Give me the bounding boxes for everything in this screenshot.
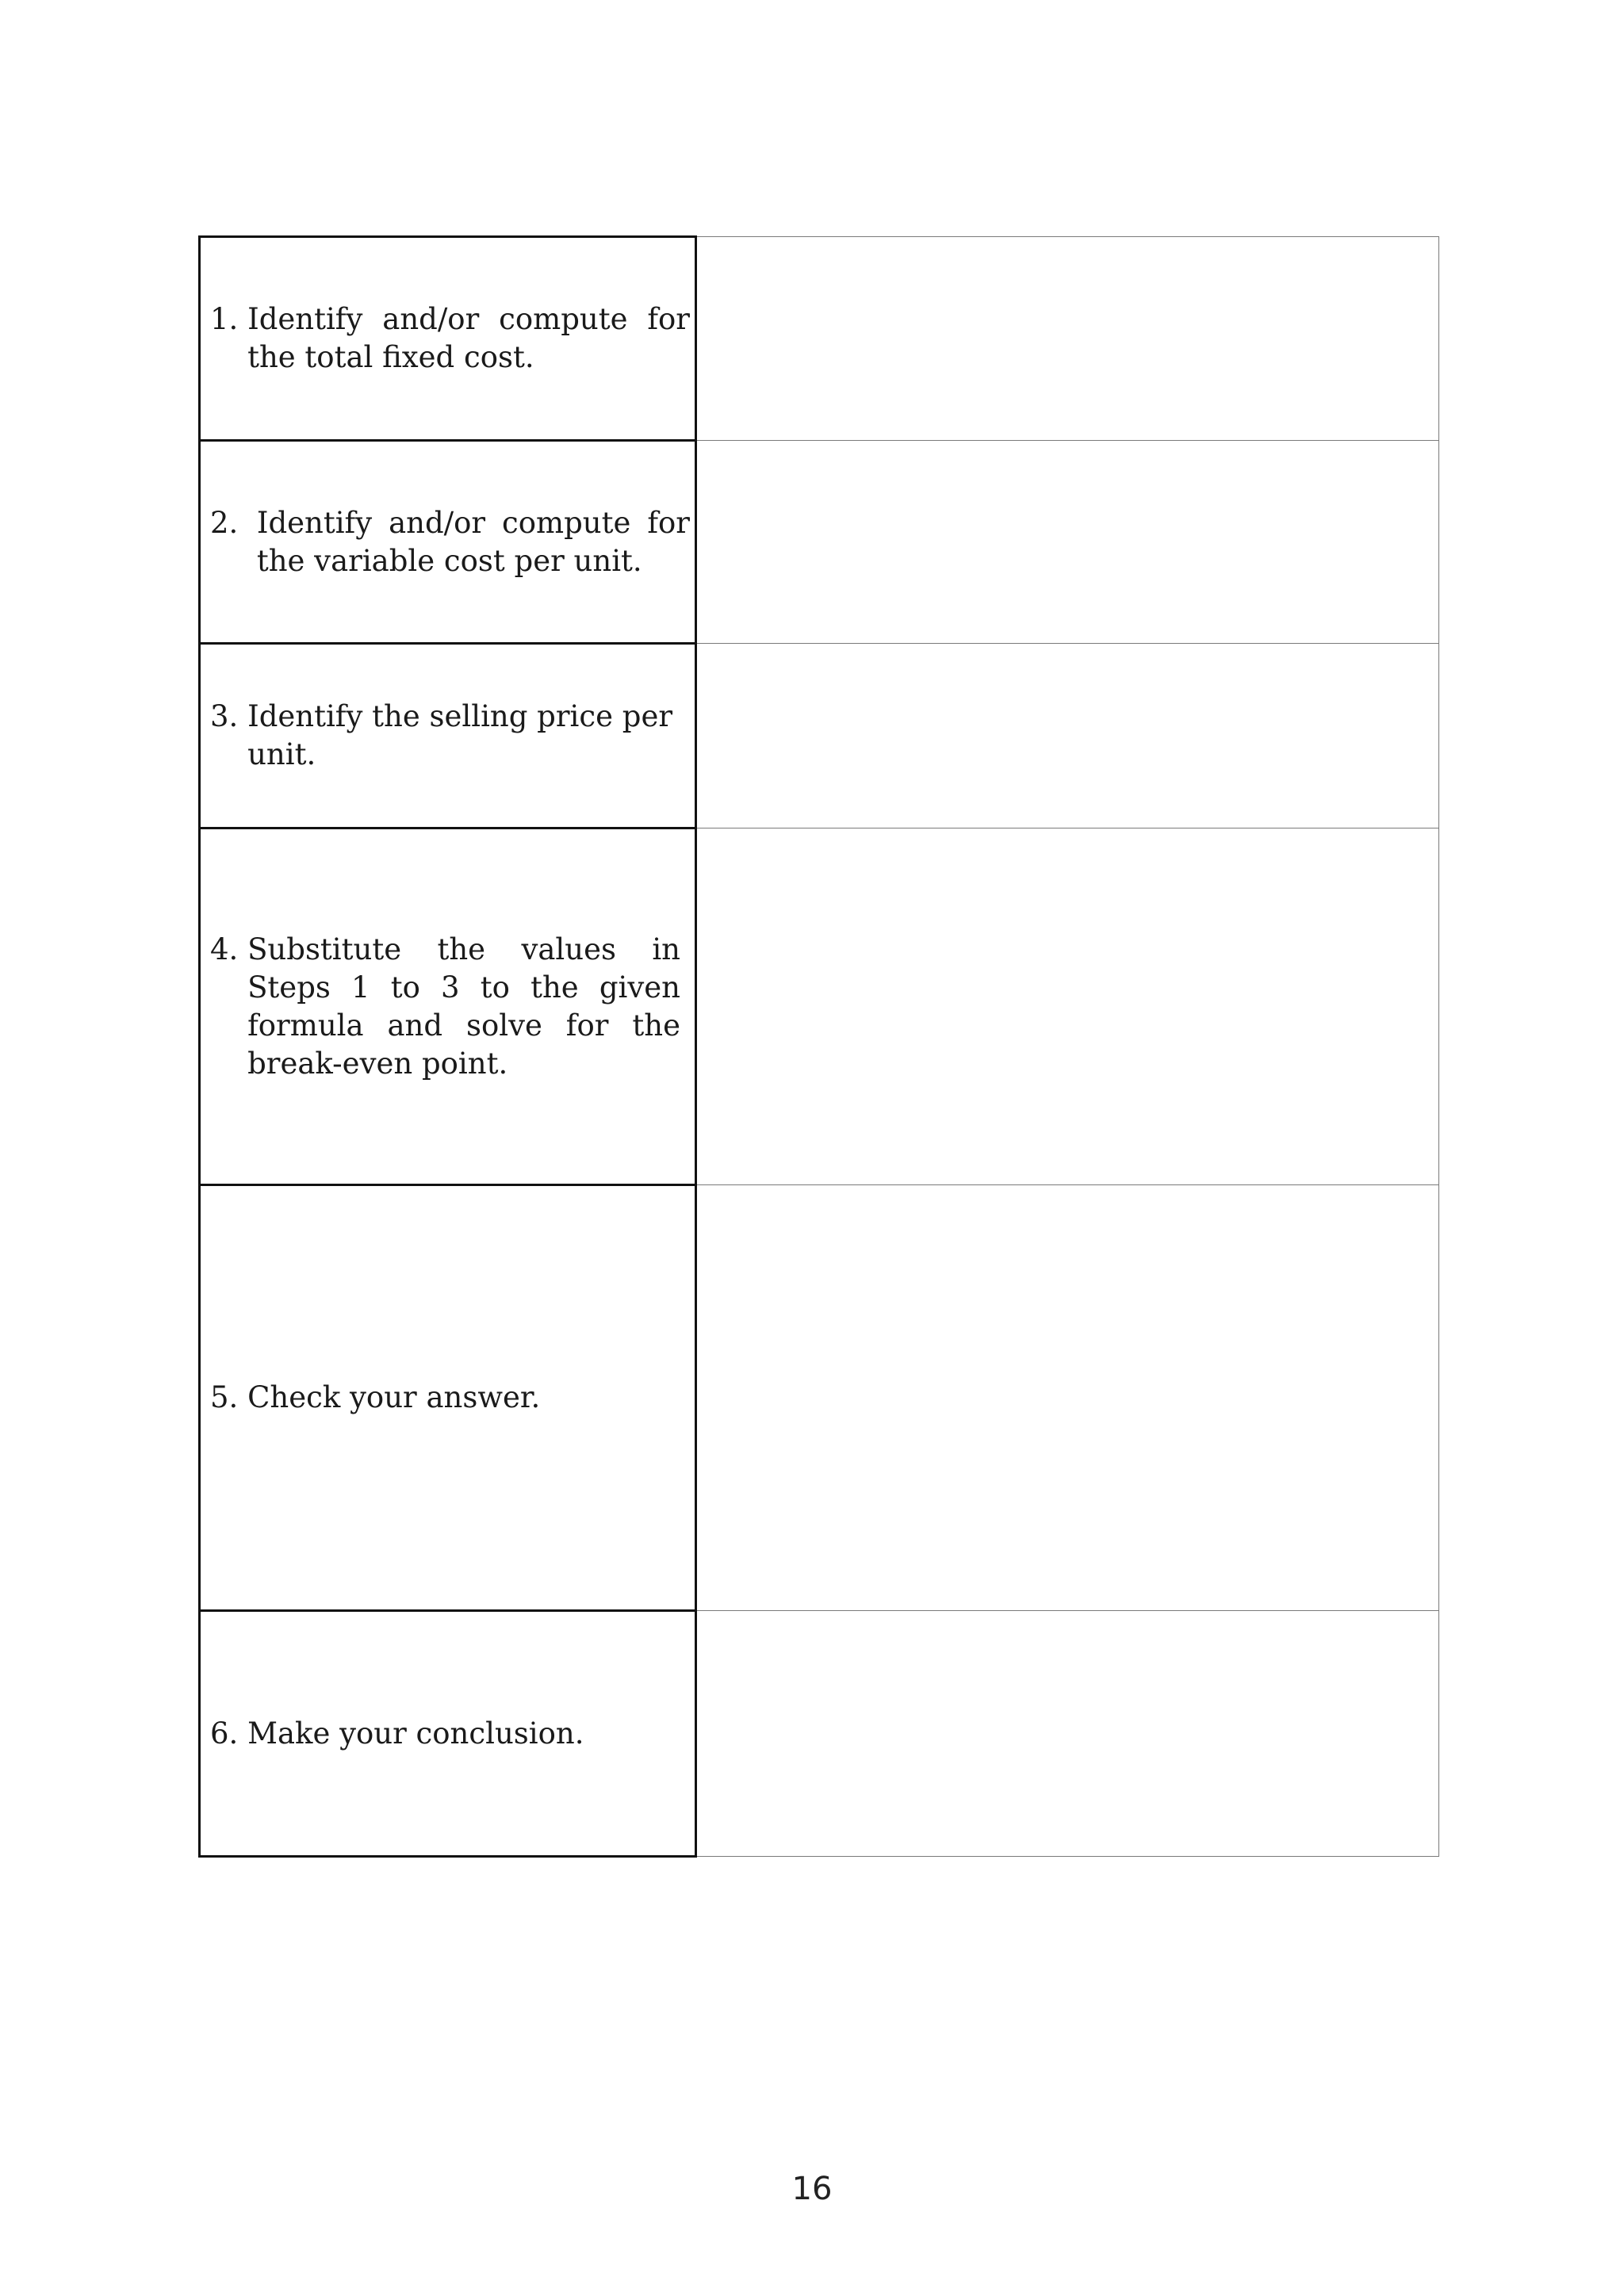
- step-label-1: Identify and/or compute for the total fixed cost.: [247, 302, 690, 374]
- page-number: 16: [791, 2171, 833, 2207]
- step-row-5: [200, 1185, 1439, 1611]
- answer-cell-1[interactable]: [696, 237, 1439, 441]
- step-row-4: [200, 828, 1439, 1185]
- step-label-3: Identify the selling price per unit.: [247, 699, 673, 771]
- step-text-1: [201, 300, 695, 377]
- break-even-worksheet-table: [198, 235, 1439, 1858]
- step-row-3: [200, 644, 1439, 828]
- step-text-4: [201, 931, 695, 1083]
- answer-cell-5[interactable]: [696, 1185, 1439, 1611]
- answer-cell-3[interactable]: [696, 644, 1439, 828]
- answer-cell-6[interactable]: [696, 1611, 1439, 1857]
- step-label-5: Check your answer.: [247, 1380, 541, 1414]
- step-number-5: 5.: [210, 1380, 248, 1414]
- step-number-6: 6.: [210, 1716, 248, 1751]
- step-cell-3: [200, 644, 696, 828]
- step-text-6: [201, 1715, 695, 1753]
- answer-cell-2[interactable]: [696, 441, 1439, 644]
- step-row-2: [200, 441, 1439, 644]
- step-row-6: [200, 1611, 1439, 1857]
- step-cell-6: [200, 1611, 696, 1857]
- step-number-4: 4.: [210, 932, 248, 966]
- step-label-2: Identify and/or compute for the variable cost per unit.: [256, 505, 690, 578]
- step-text-2: [201, 504, 695, 580]
- step-number-3: 3.: [210, 699, 248, 733]
- step-label-6: Make your conclusion.: [247, 1716, 584, 1751]
- step-row-1: [200, 237, 1439, 441]
- answer-cell-4[interactable]: [696, 828, 1439, 1185]
- step-text-3: [201, 698, 695, 774]
- step-cell-1: [200, 237, 696, 441]
- step-cell-5: [200, 1185, 696, 1611]
- step-cell-4: [200, 828, 696, 1185]
- step-number-1: 1.: [210, 302, 248, 336]
- step-number-2: 2.: [210, 505, 257, 540]
- step-label-4: Substitute the values in Steps 1 to 3 to the given formula and solve for the break-even point.: [247, 932, 680, 1081]
- step-cell-2: [200, 441, 696, 644]
- step-text-5: [201, 1379, 695, 1417]
